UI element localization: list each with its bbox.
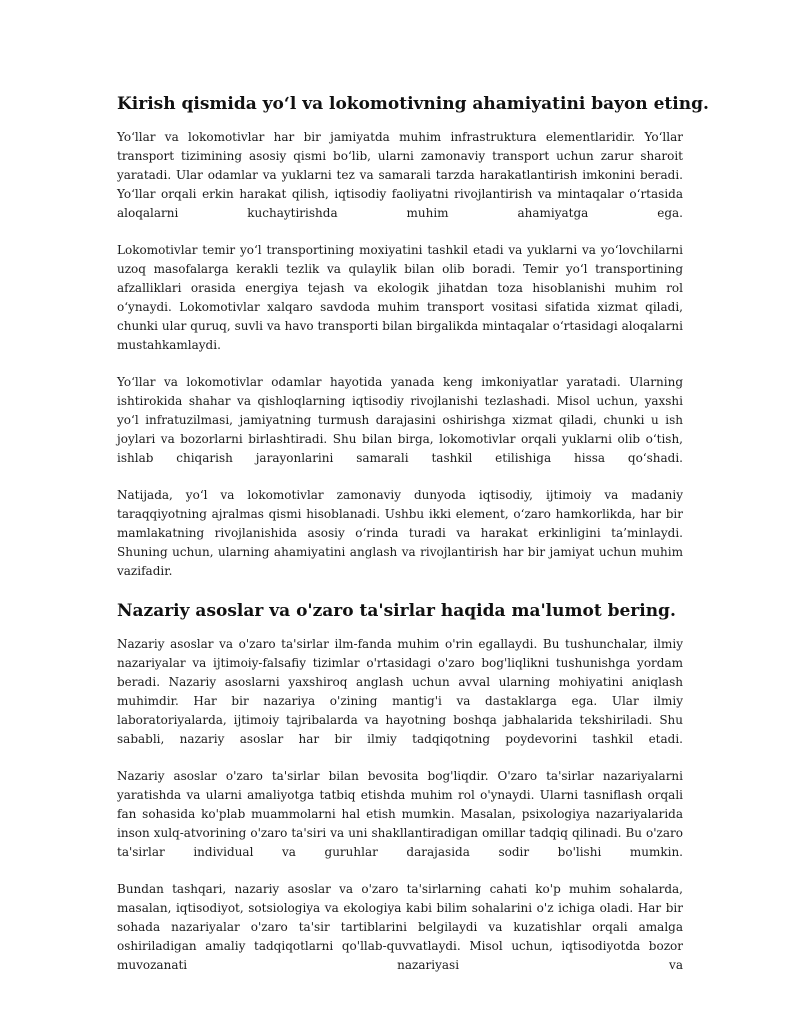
- paragraph: Nazariy asoslar o'zaro ta'sirlar bilan bevosita bog'liqdir. O'zaro ta'sirlar nazariyalarni yaratishda va ularni amaliyotga tatbiq etishda muhim rol o'ynaydi. Ularni tasniflash orqali fan sohasida ko'plab muammolarni hal etish mumkin. Masalan, psixologiya nazariyalarida inson xulq-atvorining o'zaro ta'siri va uni shakllantiradigan omillar tadqiq qilinadi. Bu o'zaro ta'sirlar individual va guruhlar darajasida sodir bo'lishi mumkin.: [117, 769, 683, 859]
- paragraph: Yo‘llar va lokomotivlar odamlar hayotida yanada keng imkoniyatlar yaratadi. Ularning ishtirokida shahar va qishloqlarning iqtisodiy rivojlanishi tezlashadi. Misol uchun, yaxshi yo‘l infratuzilmasi, jamiyatning turmush darajasini oshirishga xizmat qiladi, chunki u ish joylari va bozorlarni birlashtiradi. Shu bilan birga, lokomotivlar orqali yuklarni olib o‘tish, ishlab chiqarish jarayonlarini samarali tashkil etilishiga hissa qo‘shadi.: [117, 375, 683, 465]
- paragraph: Nazariy asoslar va o'zaro ta'sirlar ilm-fanda muhim o'rin egallaydi. Bu tushunchalar, ilmiy nazariyalar va ijtimoiy-falsafiy tizimlar o'rtasidagi o'zaro bog'liqlikni tushunishga yordam beradi. Nazariy asoslarni yaxshiroq anglash uchun avval ularning mohiyatini aniqlash muhimdir. Har bir nazariya o'zining mantig'i va dastaklarga ega. Ular ilmiy laboratoriyalarda, ijtimoiy tajribalarda va hayotning boshqa jabhalarida tekshiriladi. Shu sababli, nazariy asoslar har bir ilmiy tadqiqotning poydevorini tashkil etadi.: [117, 637, 683, 746]
- section-heading-introduction: Kirish qismida yo‘l va lokomotivning ahamiyatini bayon eting.: [117, 94, 709, 114]
- section-heading-theory: Nazariy asoslar va o'zaro ta'sirlar haqida ma'lumot bering.: [117, 601, 676, 621]
- document-page: [117, 92, 709, 993]
- paragraph: Lokomotivlar temir yo‘l transportining moxiyatini tashkil etadi va yuklarni va yo‘lovchilarni uzoq masofalarga kerakli tezlik va qulaylik bilan olib boradi. Temir yo‘l transportining afzalliklari orasida energiya tejash va ekologik jihatdan toza hisoblanishi muhim rol o‘ynaydi. Lokomotivlar xalqaro savdoda muhim transport vositasi sifatida xizmat qiladi, chunki ular quruq, suvli va havo transporti bilan birgalikda mintaqalar o‘rtasidagi aloqalarni mustahkamlaydi.: [117, 243, 683, 352]
- paragraph: Yo‘llar va lokomotivlar har bir jamiyatda muhim infrastruktura elementlaridir. Yo‘llar transport tizimining asosiy qismi bo‘lib, ularni zamonaviy transport uchun zarur sharoit yaratadi. Ular odamlar va yuklarni tez va samarali tarzda harakatlantirish imkonini beradi. Yo‘llar orqali erkin harakat qilish, iqtisodiy faoliyatni rivojlantirish va mintaqalar o‘rtasida aloqalarni kuchaytirishda muhim ahamiyatga ega.: [117, 130, 683, 220]
- paragraph: Natijada, yo‘l va lokomotivlar zamonaviy dunyoda iqtisodiy, ijtimoiy va madaniy taraqqiyotning ajralmas qismi hisoblanadi. Ushbu ikki element, o‘zaro hamkorlikda, har bir mamlakatning rivojlanishida asosiy o‘rinda turadi va harakat erkinligini ta’minlaydi. Shuning uchun, ularning ahamiyatini anglash va rivojlantirish har bir jamiyat uchun muhim vazifadir.: [117, 488, 683, 578]
- paragraph: Bundan tashqari, nazariy asoslar va o'zaro ta'sirlarning cahati ko'p muhim sohalarda, masalan, iqtisodiyot, sotsiologiya va ekologiya kabi bilim sohalarini o'z ichiga oladi. Har bir sohada nazariyalar o'zaro ta'sir tartiblarini belgilaydi va kuzatishlar orqali amalga oshiriladigan amaliy tadqiqotlarni qo'llab-quvvatlaydi. Misol uchun, iqtisodiyotda bozor muvozanati nazariyasi va: [117, 882, 683, 972]
